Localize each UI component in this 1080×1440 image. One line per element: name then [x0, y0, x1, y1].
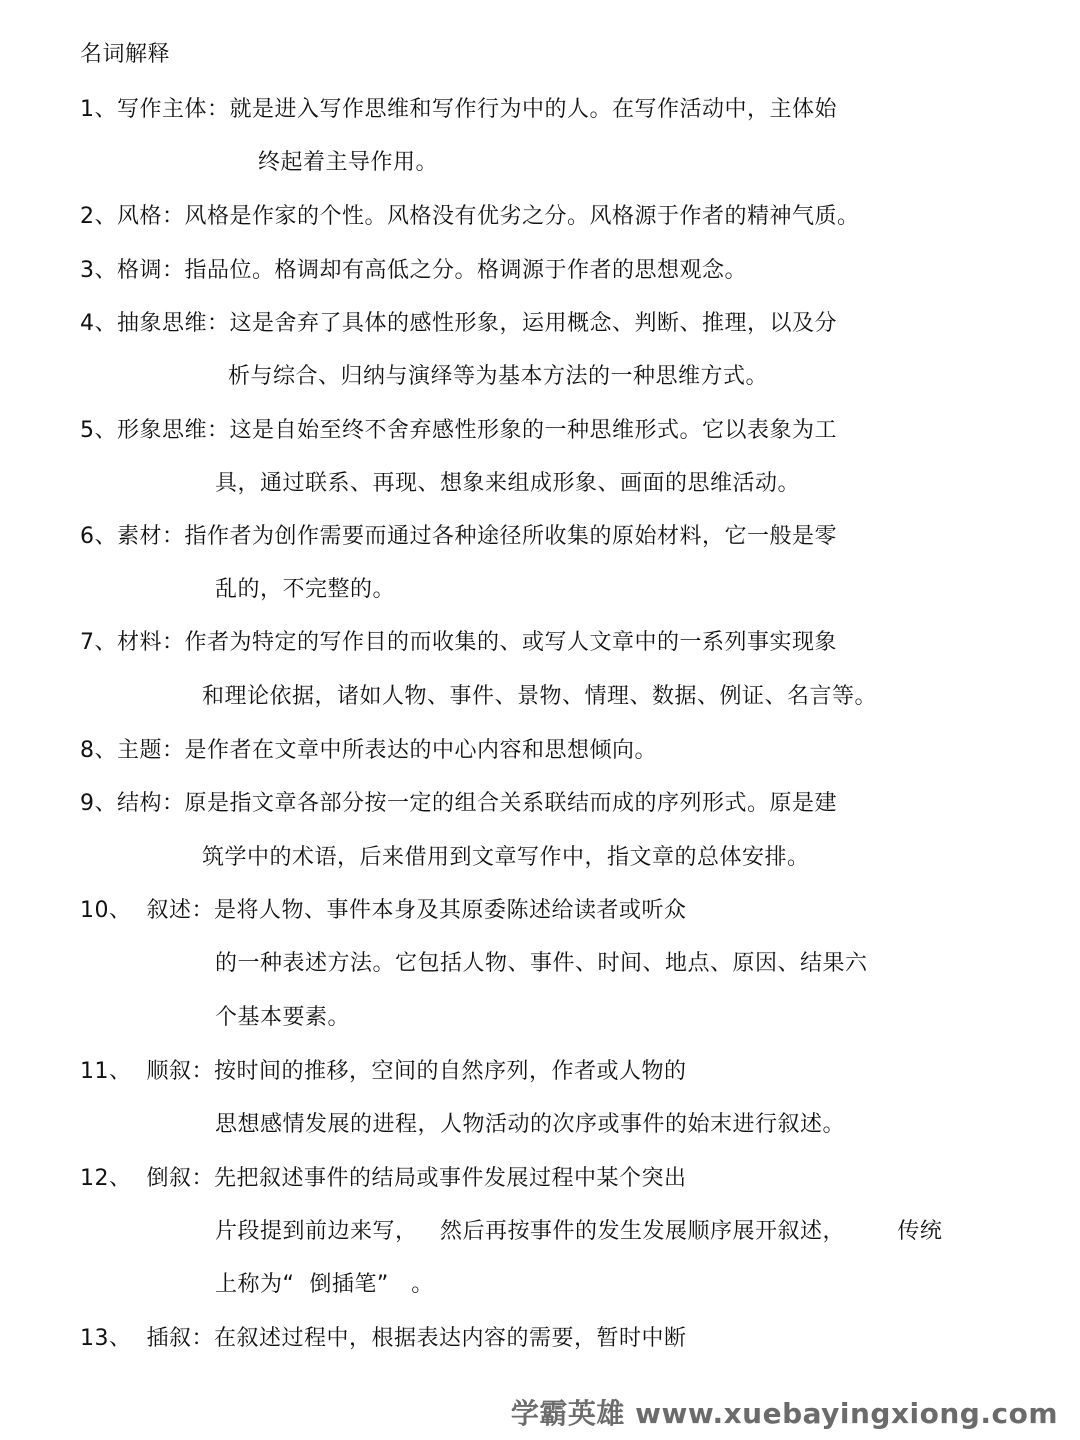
term-5-line-2: 具，通过联系、再现、想象来组成形象、画面的思维活动。	[215, 471, 801, 496]
term-13-line-1: 13、 插叙：在叙述过程中，根据表达内容的需要，暂时中断	[80, 1326, 687, 1351]
term-1-line-2: 终起着主导作用。	[258, 150, 439, 175]
term-12-line-1: 12、 倒叙：先把叙述事件的结局或事件发展过程中某个突出	[80, 1166, 687, 1191]
term-5-line-1: 5、形象思维：这是自始至终不舍弃感性形象的一种思维形式。它以表象为工	[80, 418, 837, 443]
term-7-line-2: 和理论依据，诸如人物、事件、景物、情理、数据、例证、名言等。	[202, 684, 878, 709]
term-4-line-1: 4、抽象思维：这是舍弃了具体的感性形象，运用概念、判断、推理，以及分	[80, 311, 837, 336]
term-4-line-2: 析与综合、归纳与演绎等为基本方法的一种思维方式。	[228, 364, 769, 389]
term-3-line-1: 3、格调：指品位。格调却有高低之分。格调源于作者的思想观念。	[80, 258, 747, 283]
page-heading: 名词解释	[80, 42, 171, 67]
term-9-line-1: 9、结构：原是指文章各部分按一定的组合关系联结而成的序列形式。原是建	[80, 791, 837, 816]
term-6-line-2: 乱的，不完整的。	[215, 577, 396, 602]
term-1-line-1: 1、写作主体：就是进入写作思维和写作行为中的人。在写作活动中，主体始	[80, 97, 837, 122]
term-6-line-1: 6、素材：指作者为创作需要而通过各种途径所收集的原始材料，它一般是零	[80, 524, 837, 549]
site-watermark: 学霸英雄 www.xuebayingxiong.com	[510, 1397, 1058, 1430]
term-11-line-2: 思想感情发展的进程，人物活动的次序或事件的始末进行叙述。	[215, 1112, 846, 1137]
term-10-line-1: 10、 叙述：是将人物、事件本身及其原委陈述给读者或听众	[80, 898, 687, 923]
term-9-line-2: 筑学中的术语，后来借用到文章写作中，指文章的总体安排。	[202, 845, 810, 870]
term-10-line-2: 的一种表述方法。它包括人物、事件、时间、地点、原因、结果六	[215, 951, 868, 976]
term-12-line-3: 上称为“ 倒插笔” 。	[215, 1272, 434, 1297]
term-10-line-3: 个基本要素。	[215, 1005, 351, 1030]
term-12-line-2: 片段提到前边来写， 然后再按事件的发生发展顺序展开叙述， 传统	[215, 1219, 943, 1244]
term-2-line-1: 2、风格：风格是作家的个性。风格没有优劣之分。风格源于作者的精神气质。	[80, 204, 860, 229]
term-11-line-1: 11、 顺叙：按时间的推移，空间的自然序列，作者或人物的	[80, 1059, 687, 1084]
term-7-line-1: 7、材料：作者为特定的写作目的而收集的、或写人文章中的一系列事实现象	[80, 630, 837, 655]
term-8-line-1: 8、主题：是作者在文章中所表达的中心内容和思想倾向。	[80, 738, 657, 763]
